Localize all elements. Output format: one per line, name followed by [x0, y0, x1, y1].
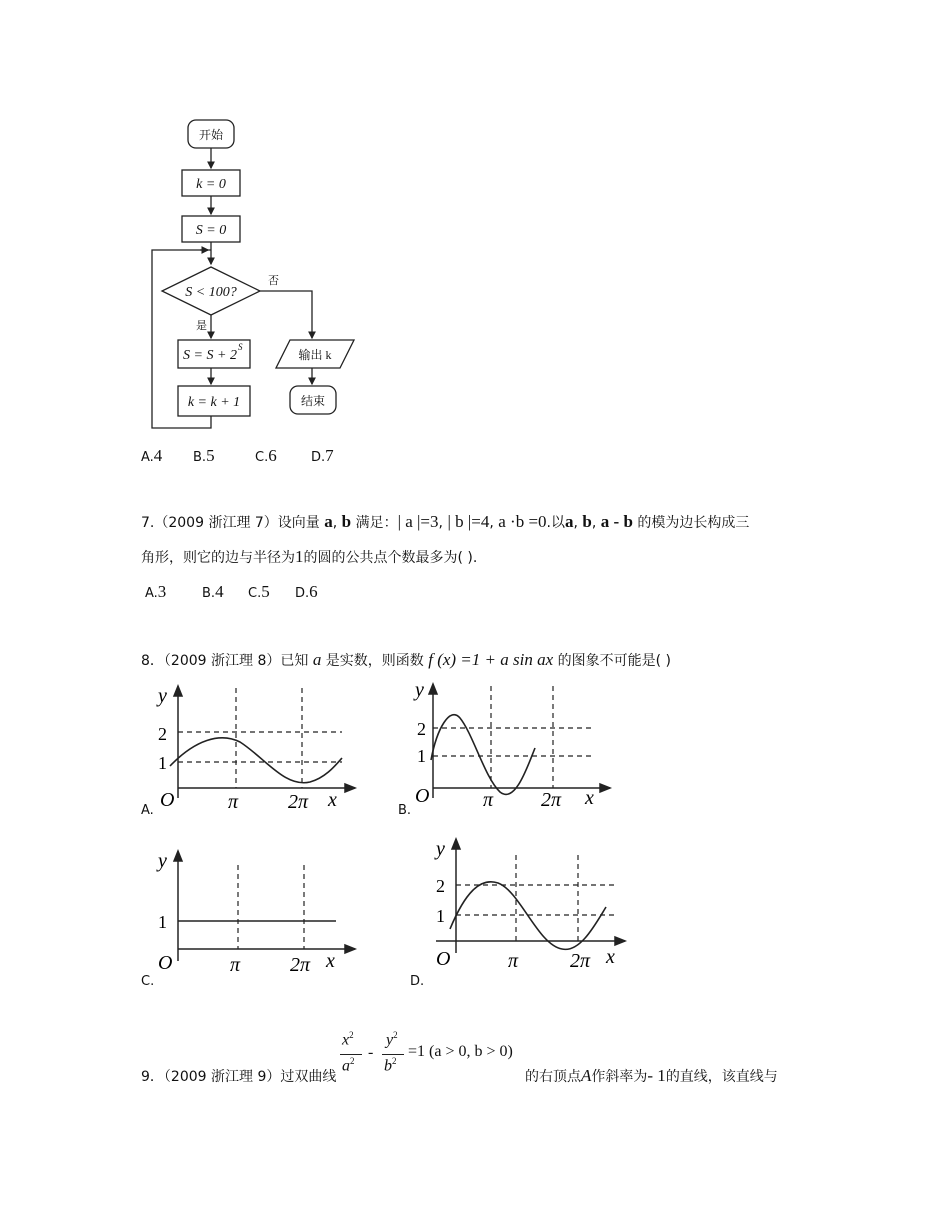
- q7-line-1: 7.（2009 浙江理 7）设向量 a, b 满足：| a |=3, | b |=4, a ·b =0.以a, b, a - b 的模为边长构成三: [141, 512, 750, 531]
- s-update-exp: S: [238, 342, 243, 352]
- svg-text:O: O: [158, 952, 173, 974]
- q7-option-c[interactable]: C.5: [248, 582, 270, 601]
- q6-option-b[interactable]: B.5: [193, 446, 215, 465]
- q8-number: 8．: [141, 653, 164, 669]
- svg-text:2π: 2π: [290, 954, 311, 976]
- q8-option-d[interactable]: D.: [410, 974, 425, 989]
- svg-text:1: 1: [417, 746, 426, 766]
- q6-option-d[interactable]: D.7: [311, 446, 334, 465]
- output-text: 输出 k: [298, 348, 332, 362]
- svg-text:x: x: [585, 787, 594, 808]
- graph-d: [420, 833, 630, 973]
- svg-text:2: 2: [436, 876, 445, 896]
- q8-line-1: 8．（2009 浙江理 8）已知 a 是实数，则函数 f (x) =1 + a sin ax 的图象不可能是( ): [141, 650, 671, 669]
- svg-text:y: y: [158, 850, 167, 872]
- svg-text:π: π: [508, 950, 519, 972]
- graph-c: [150, 843, 360, 978]
- q6-option-c[interactable]: C.6: [255, 446, 277, 465]
- svg-text:O: O: [436, 948, 451, 970]
- q7-source: （2009 浙江理 7）: [154, 515, 278, 531]
- graph-a: [150, 680, 360, 810]
- q9-line-1: 9．（2009 浙江理 9）过双曲线: [141, 1069, 337, 1085]
- q8-option-c[interactable]: C.: [141, 974, 155, 989]
- svg-text:π: π: [230, 954, 241, 976]
- svg-text:π: π: [228, 791, 239, 810]
- q7-cond1: | a |=3: [397, 512, 439, 531]
- svg-text:x: x: [326, 950, 335, 972]
- svg-text:x: x: [606, 946, 615, 968]
- svg-text:π: π: [483, 789, 494, 808]
- svg-text:2π: 2π: [570, 950, 591, 972]
- k-update-text: k = k + 1: [187, 395, 241, 410]
- k-init-text: k = 0: [196, 177, 226, 192]
- q7-number: 7.: [141, 515, 155, 531]
- svg-text:1: 1: [158, 912, 167, 932]
- svg-text:1: 1: [158, 753, 167, 773]
- graph-b: [405, 678, 615, 808]
- svg-text:y: y: [436, 838, 445, 860]
- q7-cond2: | b |=4: [447, 512, 490, 531]
- svg-text:O: O: [160, 789, 175, 810]
- q9-line-1-cont: 的右顶点A作斜率为- 1的直线，该直线与: [525, 1066, 778, 1085]
- q8-source: （2009 浙江理 8）: [163, 653, 281, 669]
- svg-text:2: 2: [417, 719, 426, 739]
- yes-label: 是: [196, 320, 207, 332]
- q7-option-d[interactable]: D.6: [295, 582, 318, 601]
- svg-text:2: 2: [158, 724, 167, 744]
- q9-number: 9．: [141, 1069, 164, 1085]
- no-label: 否: [268, 275, 279, 287]
- svg-text:x: x: [328, 789, 337, 810]
- svg-text:y: y: [415, 679, 424, 701]
- flowchart-diagram: [140, 110, 370, 440]
- q9-equation: $x^2$ $a^2$ - $y^2$ $b^2$ =1 (a > 0, b > 0): [342, 1030, 513, 1075]
- q7-option-b[interactable]: B.4: [202, 582, 224, 601]
- end-text: 结束: [300, 394, 326, 408]
- condition-text: S < 100?: [185, 285, 237, 300]
- q8-function: f (x) =1 + a sin ax: [428, 650, 554, 669]
- svg-text:y: y: [158, 685, 167, 707]
- s-init-text: S = 0: [195, 223, 227, 238]
- s-update-text: S = S + 2: [183, 348, 237, 363]
- q6-option-a[interactable]: A.4: [141, 446, 163, 465]
- svg-text:O: O: [415, 785, 430, 807]
- flowchart: [140, 110, 370, 440]
- q9-source: （2009 浙江理 9）: [163, 1069, 281, 1085]
- svg-text:2π: 2π: [541, 789, 562, 808]
- q8-option-b[interactable]: B.: [398, 803, 412, 818]
- q7-cond3: a ·b =0: [498, 512, 547, 531]
- q7-option-a[interactable]: A.3: [145, 582, 167, 601]
- svg-text:1: 1: [436, 906, 445, 926]
- svg-text:2π: 2π: [288, 791, 309, 810]
- q8-option-a[interactable]: A.: [141, 803, 154, 818]
- start-text: 开始: [198, 128, 224, 142]
- q7-line-2: 角形，则它的边与半径为1的圆的公共点个数最多为( ).: [141, 547, 478, 566]
